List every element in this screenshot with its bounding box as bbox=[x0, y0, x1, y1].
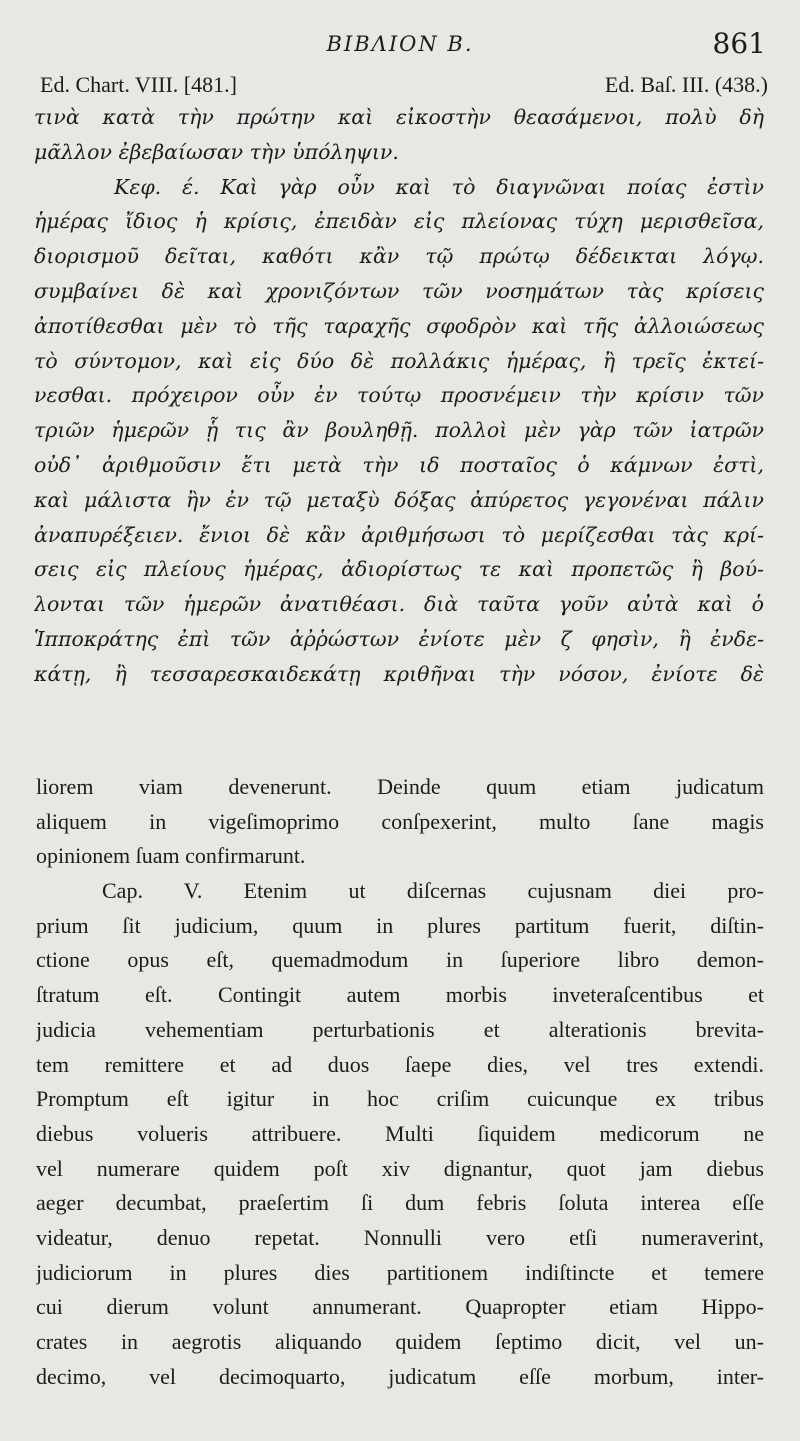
latin-line: judiciorum in plures dies partitionem indiſtincte et temere bbox=[36, 1259, 764, 1285]
page-number: 861 bbox=[712, 27, 766, 60]
latin-line: aliquem in vigeſimoprimo conſpexerint, multo ſane magis bbox=[36, 808, 764, 834]
greek-line: μᾶλλον ἐβεβαίωσαν τὴν ὑπόληψιν. bbox=[34, 139, 399, 164]
greek-chapter-heading-line: Κεφ. έ. Καὶ γὰρ οὖν καὶ τὸ διαγνῶναι ποίας ἐστὶν bbox=[114, 174, 764, 199]
edition-chart-reference: Ed. Chart. VIII. [481.] bbox=[40, 72, 237, 97]
greek-line: λονται τῶν ἡμερῶν ἀνατιθέασι. διὰ ταῦτα γοῦν αὐτὰ καὶ ὁ bbox=[34, 592, 764, 617]
edition-reference-line bbox=[40, 72, 768, 102]
greek-text-block bbox=[34, 100, 764, 692]
latin-line: judicia vehementiam perturbationis et alterationis brevita- bbox=[36, 1016, 764, 1042]
greek-line: νεσθαι. πρόχειρον οὖν ἐν τούτῳ προσνέμειν τὴν κρίσιν τῶν bbox=[34, 383, 764, 408]
latin-line: diebus volueris attribuere. Multi ſiquidem medicorum ne bbox=[36, 1120, 764, 1146]
greek-line: ἀναπυρέξειεν. ἔνιοι δὲ κἂν ἀριθμήσωσι τὸ μερίζεσθαι τὰς κρί- bbox=[34, 522, 764, 547]
greek-line: ἀποτίθεσθαι μὲν τὸ τῆς ταραχῆς σφοδρὸν καὶ τῆς ἀλλοιώσεως bbox=[34, 313, 764, 338]
latin-line: liorem viam devenerunt. Deinde quum etiam judicatum bbox=[36, 774, 764, 799]
greek-line: καὶ μάλιστα ἢν ἐν τῷ μεταξὺ δόξας ἀπύρετος γεγονέναι πάλιν bbox=[34, 487, 764, 512]
greek-line: συμβαίνει δὲ καὶ χρονιζόντων τῶν νοσημάτων τὰς κρίσεις bbox=[34, 278, 764, 303]
latin-line: vel numerare quidem poſt xiv dignantur, quot jam diebus bbox=[36, 1155, 764, 1181]
latin-text-block bbox=[36, 770, 764, 1394]
latin-line: aeger decumbat, praeſertim ſi dum febris ſoluta interea eſſe bbox=[36, 1190, 764, 1216]
latin-line: cui dierum volunt annumerant. Quapropter etiam Hippo- bbox=[36, 1294, 764, 1320]
latin-line: tem remittere et ad duos ſaepe dies, vel tres extendi. bbox=[36, 1051, 764, 1077]
latin-line: crates in aegrotis aliquando quidem ſeptimo dicit, vel un- bbox=[36, 1329, 764, 1354]
latin-line: ſtratum eſt. Contingit autem morbis inveteraſcentibus et bbox=[36, 982, 764, 1008]
greek-line: κάτῃ, ἢ τεσσαρεσκαιδεκάτῃ κριθῆναι τὴν νόσον, ἐνίοτε δὲ bbox=[34, 661, 764, 686]
greek-line: τὸ σύντομον, καὶ εἰς δύο δὲ πολλάκις ἡμέρας, ἢ τρεῖς ἐκτεί- bbox=[34, 348, 764, 373]
latin-line: videatur, denuo repetat. Nonnulli vero etſi numeraverint, bbox=[36, 1224, 764, 1250]
greek-line: Ἱπποκράτης ἐπὶ τῶν ἀῤῥώστων ἐνίοτε μὲν ζ φησὶν, ἢ ἐνδε- bbox=[34, 626, 764, 651]
running-head bbox=[0, 22, 800, 62]
greek-line: σεις εἰς πλείους ἡμέρας, ἀδιορίστως τε καὶ προπετῶς ἢ βού- bbox=[34, 557, 764, 582]
latin-line: ctione opus eſt, quemadmodum in ſuperiore libro demon- bbox=[36, 947, 764, 973]
greek-line: ἡμέρας ἴδιος ἡ κρίσις, ἐπειδὰν εἰς πλείονας τύχη μερισθεῖσα, bbox=[34, 209, 764, 234]
greek-line: τριῶν ἡμερῶν ᾗ τις ἂν βουληθῇ. πολλοὶ μὲν γὰρ τῶν ἰατρῶν bbox=[34, 418, 764, 443]
greek-line: οὐδ᾽ ἀριθμοῦσιν ἔτι μετὰ τὴν ιδ ποσταῖος ὁ κάμνων ἐστὶ, bbox=[34, 452, 764, 477]
greek-line: τινὰ κατὰ τὴν πρώτην καὶ εἰκοστὴν θεασάμενοι, πολὺ δὴ bbox=[34, 105, 764, 129]
running-title: ΒΙΒΛΙΟΝ Β. bbox=[326, 32, 474, 56]
latin-line: prium ſit judicium, quum in plures partitum fuerit, diſtin- bbox=[36, 912, 764, 938]
edition-basel-reference: Ed. Baſ. III. (438.) bbox=[604, 72, 768, 97]
greek-line: διορισμοῦ δεῖται, καθότι κἂν τῷ πρώτῳ δέδεικται λόγῳ. bbox=[34, 244, 764, 269]
latin-line: decimo, vel decimoquarto, judicatum eſſe morbum, inter- bbox=[36, 1363, 764, 1389]
latin-line: opinionem ſuam confirmarunt. bbox=[36, 843, 306, 869]
latin-line: Promptum eſt igitur in hoc criſim cuicunque ex tribus bbox=[36, 1086, 764, 1112]
latin-chapter-heading-line: Cap. V. Etenim ut diſcernas cujusnam diei pro- bbox=[102, 878, 764, 904]
